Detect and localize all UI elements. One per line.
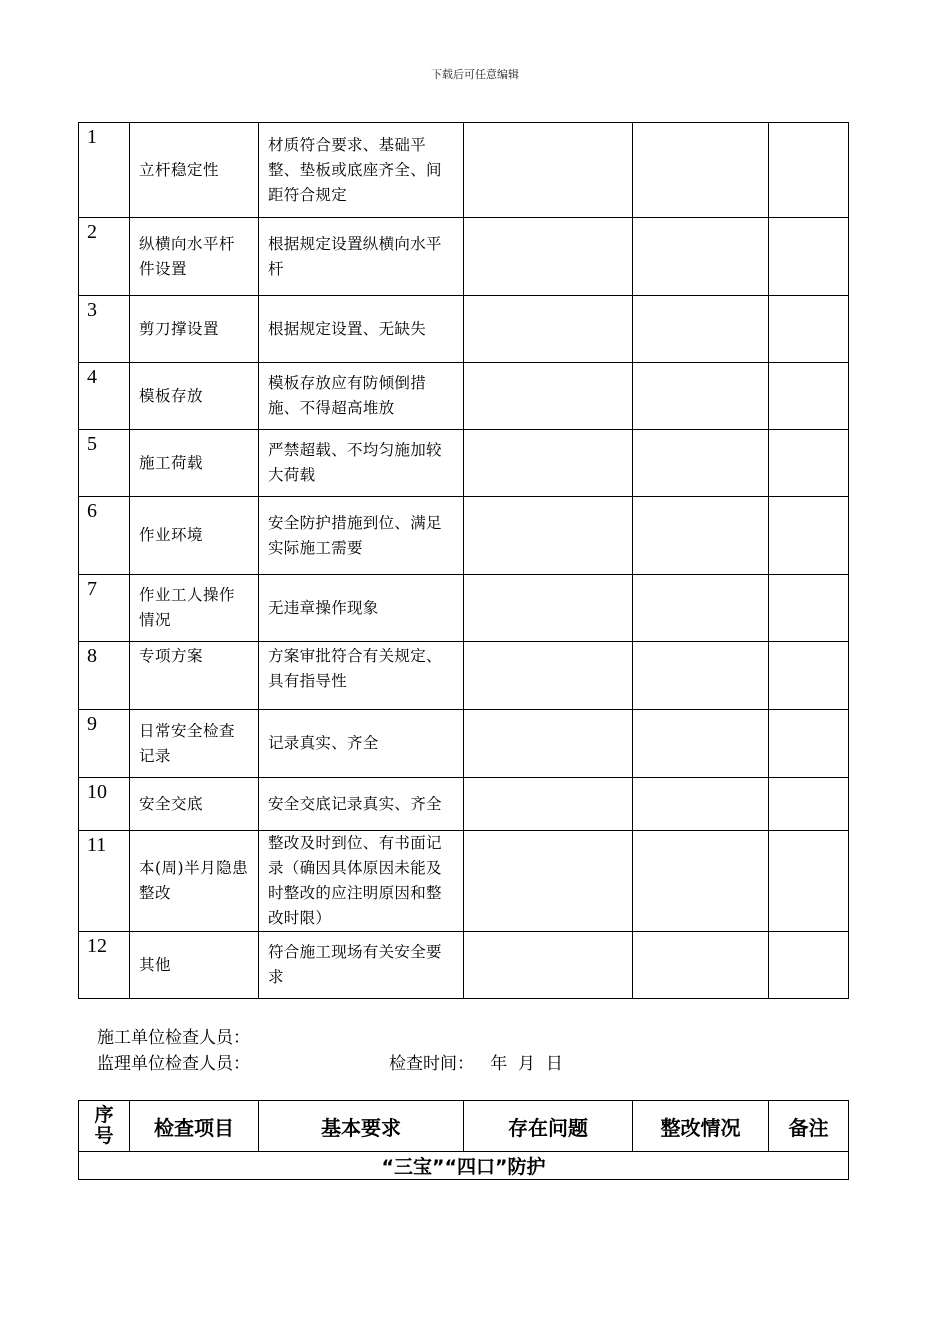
rectification-cell[interactable]	[633, 123, 769, 218]
problems-cell[interactable]	[464, 218, 633, 296]
table-row	[79, 932, 849, 999]
check-time-label: 检查时间： 年 月 日	[389, 1054, 563, 1074]
rectification-cell[interactable]	[633, 710, 769, 778]
requirement: 根据规定设置、无缺失	[259, 296, 464, 363]
table-row	[79, 642, 849, 710]
remarks-cell[interactable]	[769, 497, 849, 575]
table-row	[79, 778, 849, 831]
rectification-cell[interactable]	[633, 642, 769, 710]
row-number: 3	[79, 296, 130, 363]
requirement: 根据规定设置纵横向水平杆	[259, 218, 464, 296]
problems-cell[interactable]	[464, 932, 633, 999]
row-number: 11	[79, 831, 130, 932]
requirement: 模板存放应有防倾倒措施、不得超高堆放	[259, 363, 464, 430]
requirement: 无违章操作现象	[259, 575, 464, 642]
row-number: 8	[79, 642, 130, 710]
signature-block	[97, 1025, 563, 1077]
rectification-cell[interactable]	[633, 363, 769, 430]
remarks-cell[interactable]	[769, 575, 849, 642]
header-remarks: 备注	[769, 1101, 849, 1152]
check-item: 其他	[130, 932, 259, 999]
header-item: 检查项目	[130, 1101, 259, 1152]
problems-cell[interactable]	[464, 497, 633, 575]
table-row	[79, 710, 849, 778]
section-title-row	[79, 1152, 849, 1180]
header-note: 下载后可任意编辑	[431, 68, 519, 81]
row-number: 2	[79, 218, 130, 296]
header-problems: 存在问题	[464, 1101, 633, 1152]
check-item: 施工荷载	[130, 430, 259, 497]
check-item: 立杆稳定性	[130, 123, 259, 218]
table-row	[79, 575, 849, 642]
check-item: 纵横向水平杆件设置	[130, 218, 259, 296]
construction-inspector-label: 施工单位检查人员：	[97, 1028, 250, 1048]
requirement: 安全交底记录真实、齐全	[259, 778, 464, 831]
supervision-inspector-label: 监理单位检查人员：	[97, 1054, 250, 1074]
checklist-table	[78, 122, 849, 999]
row-number: 4	[79, 363, 130, 430]
row-number: 1	[79, 123, 130, 218]
rectification-cell[interactable]	[633, 497, 769, 575]
remarks-cell[interactable]	[769, 642, 849, 710]
check-item: 专项方案	[130, 642, 259, 710]
remarks-cell[interactable]	[769, 710, 849, 778]
rectification-cell[interactable]	[633, 831, 769, 932]
requirement: 材质符合要求、基础平整、垫板或底座齐全、间距符合规定	[259, 123, 464, 218]
requirement: 符合施工现场有关安全要求	[259, 932, 464, 999]
check-item: 本(周)半月隐患整改	[130, 831, 259, 932]
rectification-cell[interactable]	[633, 296, 769, 363]
problems-cell[interactable]	[464, 123, 633, 218]
requirement: 方案审批符合有关规定、具有指导性	[259, 642, 464, 710]
header-rectification: 整改情况	[633, 1101, 769, 1152]
problems-cell[interactable]	[464, 363, 633, 430]
table-row	[79, 296, 849, 363]
row-number: 7	[79, 575, 130, 642]
remarks-cell[interactable]	[769, 831, 849, 932]
check-item: 日常安全检查记录	[130, 710, 259, 778]
table-row	[79, 363, 849, 430]
remarks-cell[interactable]	[769, 363, 849, 430]
rectification-cell[interactable]	[633, 218, 769, 296]
header-seq: 序号	[79, 1101, 130, 1152]
rectification-cell[interactable]	[633, 430, 769, 497]
requirement: 严禁超载、不均匀施加较大荷载	[259, 430, 464, 497]
requirement: 整改及时到位、有书面记录（确因具体原因未能及时整改的应注明原因和整改时限）	[259, 831, 464, 932]
problems-cell[interactable]	[464, 642, 633, 710]
remarks-cell[interactable]	[769, 123, 849, 218]
check-item: 作业环境	[130, 497, 259, 575]
check-item: 剪刀撑设置	[130, 296, 259, 363]
problems-cell[interactable]	[464, 575, 633, 642]
problems-cell[interactable]	[464, 710, 633, 778]
requirement: 记录真实、齐全	[259, 710, 464, 778]
rectification-cell[interactable]	[633, 575, 769, 642]
problems-cell[interactable]	[464, 831, 633, 932]
row-number: 6	[79, 497, 130, 575]
table-row	[79, 831, 849, 932]
remarks-cell[interactable]	[769, 932, 849, 999]
rectification-cell[interactable]	[633, 778, 769, 831]
table-header-row	[79, 1101, 849, 1152]
requirement: 安全防护措施到位、满足实际施工需要	[259, 497, 464, 575]
remarks-cell[interactable]	[769, 778, 849, 831]
check-item: 安全交底	[130, 778, 259, 831]
rectification-cell[interactable]	[633, 932, 769, 999]
check-item: 模板存放	[130, 363, 259, 430]
remarks-cell[interactable]	[769, 296, 849, 363]
table-row	[79, 218, 849, 296]
header-requirement: 基本要求	[259, 1101, 464, 1152]
table-row	[79, 497, 849, 575]
table-row	[79, 123, 849, 218]
problems-cell[interactable]	[464, 296, 633, 363]
check-item: 作业工人操作情况	[130, 575, 259, 642]
row-number: 10	[79, 778, 130, 831]
remarks-cell[interactable]	[769, 218, 849, 296]
problems-cell[interactable]	[464, 430, 633, 497]
table-row	[79, 430, 849, 497]
problems-cell[interactable]	[464, 778, 633, 831]
next-section-table	[78, 1100, 849, 1180]
row-number: 9	[79, 710, 130, 778]
row-number: 5	[79, 430, 130, 497]
section-title: “三宝”“四口”防护	[79, 1152, 849, 1180]
remarks-cell[interactable]	[769, 430, 849, 497]
row-number: 12	[79, 932, 130, 999]
